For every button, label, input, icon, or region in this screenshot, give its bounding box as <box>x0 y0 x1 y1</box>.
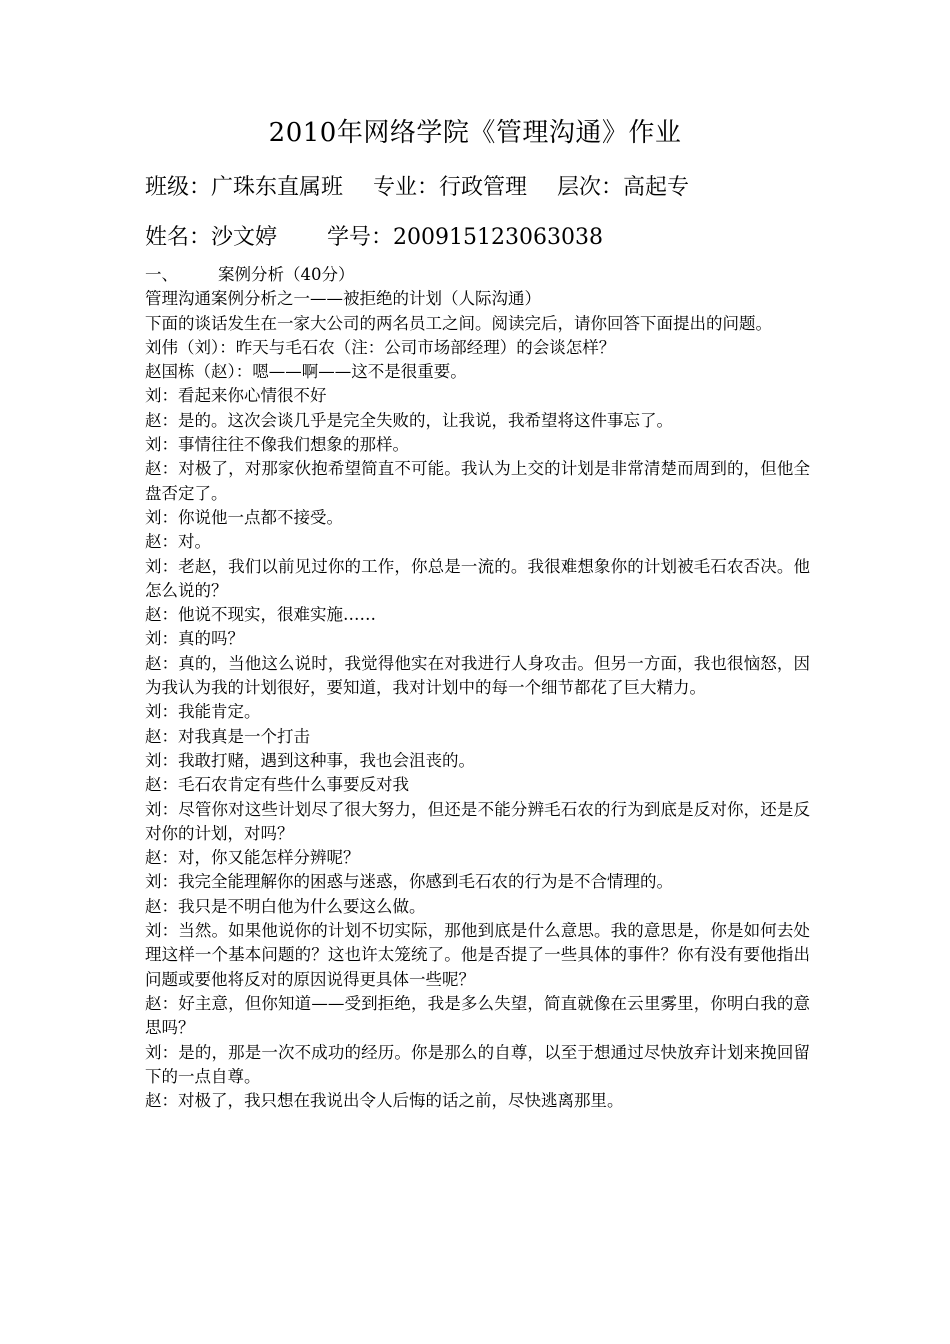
name-field: 姓名：沙文婷 <box>145 225 278 250</box>
dialogue-line: 赵：对极了，对那家伙抱希望简直不可能。我认为上交的计划是非常清楚而周到的，但他全盘否定了。 <box>145 459 810 503</box>
major-field: 专业：行政管理 <box>373 175 528 200</box>
section-title: 案例分析（40分） <box>218 265 355 284</box>
dialogue-line: 刘：你说他一点都不接受。 <box>145 507 343 527</box>
dialogue-line: 赵：是的。这次会谈几乎是完全失败的，让我说，我希望将这件事忘了。 <box>145 410 673 430</box>
dialogue-line: 赵：对我真是一个打击 <box>145 726 310 746</box>
dialogue-line: 赵：真的，当他这么说时，我觉得他实在对我进行人身攻击。但另一方面，我也很恼怒，因为我认为我的计划很好，要知道，我对计划中的每一个细节都花了巨大精力。 <box>145 653 810 698</box>
dialogue-line: 赵：毛石农肯定有些什么事要反对我 <box>145 775 409 795</box>
dialogue-line: 赵：对极了，我只想在我说出令人后悔的话之前，尽快逃离那里。 <box>145 1091 624 1111</box>
dialogue-line: 刘：是的，那是一次不成功的经历。你是那么的自尊，以至于想通过尽快放弃计划来挽回留下的一点自尊。 <box>145 1042 810 1086</box>
dialogue-line: 刘：看起来你心情很不好 <box>145 386 327 406</box>
dialogue-line: 刘：我敢打赌，遇到这种事，我也会沮丧的。 <box>145 750 475 770</box>
dialogue-line: 刘：当然。如果他说你的计划不切实际，那他到底是什么意思。我的意思是，你是如何去处理这样一个基本问题的？这也许太笼统了。他是否提了一些具体的事件？你有没有要他指出问题或要他将反对的原因说得更具体一些呢？ <box>145 921 810 989</box>
dialogue-line: 刘：真的吗？ <box>145 629 244 649</box>
section-number: 一、 <box>145 265 178 284</box>
dialogue-line: 赵：对。 <box>145 532 211 552</box>
dialogue-line: 赵国栋（赵）：嗯——啊——这不是很重要。 <box>145 362 467 382</box>
document-title: 2010年网络学院《管理沟通》作业 <box>268 118 682 148</box>
dialogue-line: 刘：老赵，我们以前见过你的工作，你总是一流的。我很难想象你的计划被毛石农否决。他怎么说的？ <box>145 556 810 600</box>
level-field: 层次：高起专 <box>557 175 690 200</box>
section-heading <box>145 263 810 287</box>
student-id-field: 学号：200915123063038 <box>327 225 603 250</box>
dialogue-line: 赵：对，你又能怎样分辨呢？ <box>145 848 360 868</box>
student-info-line-1 <box>145 170 689 201</box>
case-title: 管理沟通案例分析之一——被拒绝的计划（人际沟通） <box>145 289 541 309</box>
dialogue-line: 赵：我只是不明白他为什么要这么做。 <box>145 896 426 916</box>
dialogue-line: 赵：他说不现实，很难实施…… <box>145 605 376 625</box>
dialogue-line: 刘：尽管你对这些计划尽了很大努力，但还是不能分辨毛石农的行为到底是反对你，还是反对你的计划，对吗？ <box>145 799 810 843</box>
student-info-line-2 <box>145 220 603 251</box>
dialogue-line: 刘：我完全能理解你的困惑与迷惑，你感到毛石农的行为是不合情理的。 <box>145 872 673 892</box>
dialogue-line: 赵：好主意，但你知道——受到拒绝，我是多么失望，简直就像在云里雾里，你明白我的意思吗？ <box>145 993 810 1038</box>
dialogue-line: 刘：我能肯定。 <box>145 702 261 722</box>
dialogue <box>145 336 810 1114</box>
class-field: 班级：广珠东直属班 <box>145 175 344 200</box>
dialogue-line: 刘：事情往往不像我们想象的那样。 <box>145 435 409 455</box>
dialogue-line: 刘伟（刘）：昨天与毛石农（注：公司市场部经理）的会谈怎样？ <box>145 337 616 357</box>
document-body <box>145 263 810 1113</box>
case-intro: 下面的谈话发生在一家大公司的两名员工之间。阅读完后，请你回答下面提出的问题。 <box>145 313 772 333</box>
